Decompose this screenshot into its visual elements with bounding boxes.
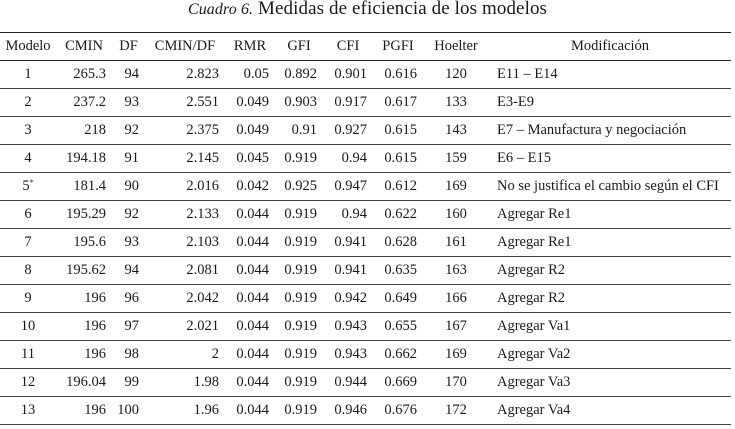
cell-df: 91 [112, 145, 145, 173]
cell-modelo [0, 285, 56, 313]
cell-pgfi: 0.616 [373, 61, 423, 89]
cell-cmin: 181.4 [56, 173, 112, 201]
cell-cmin: 265.3 [56, 61, 112, 89]
cell-modificacion: Agregar Va2 [489, 341, 731, 369]
cell-modificacion: E6 – E15 [489, 145, 731, 173]
cell-hoelter: 120 [423, 61, 489, 89]
cell-cmin: 196 [56, 313, 112, 341]
cell-cfi: 0.941 [323, 257, 373, 285]
cell-pgfi: 0.628 [373, 229, 423, 257]
cell-modelo [0, 89, 56, 117]
model-number: 12 [20, 374, 36, 390]
cell-rmr: 0.044 [225, 229, 275, 257]
cell-hoelter: 167 [423, 313, 489, 341]
col-header-df: DF [112, 33, 145, 61]
cell-modelo [0, 313, 56, 341]
cell-modificacion: Agregar Va4 [489, 397, 731, 425]
col-header-rmr: RMR [225, 33, 275, 61]
cell-cmin: 196 [56, 341, 112, 369]
cell-hoelter: 143 [423, 117, 489, 145]
model-number: 5 [22, 178, 30, 194]
cell-df: 92 [112, 117, 145, 145]
model-number: 8 [24, 262, 32, 278]
cell-rmr: 0.042 [225, 173, 275, 201]
cell-gfi: 0.919 [275, 397, 323, 425]
cell-df: 100 [112, 397, 145, 425]
cell-cfi: 0.917 [323, 89, 373, 117]
cell-rmr: 0.045 [225, 145, 275, 173]
cell-gfi: 0.925 [275, 173, 323, 201]
cell-modificacion: Agregar R2 [489, 257, 731, 285]
cell-modificacion: Agregar Va3 [489, 369, 731, 397]
cell-modelo [0, 201, 56, 229]
model-number: 6 [24, 206, 32, 222]
cell-cmin: 195.29 [56, 201, 112, 229]
cell-cmin: 194.18 [56, 145, 112, 173]
cell-rmr: 0.044 [225, 369, 275, 397]
table-row [0, 201, 731, 229]
cell-cmin: 195.6 [56, 229, 112, 257]
cell-hoelter: 160 [423, 201, 489, 229]
cell-cmin-df: 2.145 [145, 145, 225, 173]
cell-pgfi: 0.617 [373, 89, 423, 117]
cell-rmr: 0.044 [225, 397, 275, 425]
cell-gfi: 0.919 [275, 201, 323, 229]
cell-modificacion: Agregar Va1 [489, 313, 731, 341]
cell-modificacion: E3-E9 [489, 89, 731, 117]
cell-hoelter: 166 [423, 285, 489, 313]
cell-modelo [0, 61, 56, 89]
header-row [0, 33, 731, 61]
cell-pgfi: 0.622 [373, 201, 423, 229]
efficiency-table [0, 32, 731, 425]
cell-cfi: 0.941 [323, 229, 373, 257]
cell-pgfi: 0.669 [373, 369, 423, 397]
cell-modificacion: Agregar Re1 [489, 201, 731, 229]
table-row [0, 257, 731, 285]
cell-cfi: 0.94 [323, 145, 373, 173]
table-row [0, 61, 731, 89]
cell-df: 90 [112, 173, 145, 201]
caption-title: Medidas de eficiencia de los modelos [258, 0, 548, 19]
model-number: 13 [20, 402, 36, 418]
cell-cmin-df: 2.016 [145, 173, 225, 201]
cell-cmin: 195.62 [56, 257, 112, 285]
cell-modelo [0, 229, 56, 257]
cell-pgfi: 0.635 [373, 257, 423, 285]
cell-cmin-df: 1.98 [145, 369, 225, 397]
cell-modelo [0, 257, 56, 285]
cell-modelo [0, 117, 56, 145]
cell-cmin-df: 2.103 [145, 229, 225, 257]
model-number: 9 [24, 290, 32, 306]
cell-cfi: 0.947 [323, 173, 373, 201]
table-body [0, 61, 731, 425]
cell-cmin-df: 1.96 [145, 397, 225, 425]
cell-df: 93 [112, 229, 145, 257]
cell-gfi: 0.91 [275, 117, 323, 145]
table-row [0, 173, 731, 201]
cell-cmin: 218 [56, 117, 112, 145]
cell-hoelter: 161 [423, 229, 489, 257]
cell-hoelter: 169 [423, 341, 489, 369]
cell-cmin: 196 [56, 285, 112, 313]
model-number: 4 [24, 150, 32, 166]
cell-rmr: 0.049 [225, 89, 275, 117]
col-header-cmin: CMIN [56, 33, 112, 61]
model-number: 2 [24, 94, 32, 110]
cell-hoelter: 170 [423, 369, 489, 397]
cell-modificacion: Agregar Re1 [489, 229, 731, 257]
cell-cfi: 0.944 [323, 369, 373, 397]
cell-modelo [0, 173, 56, 201]
cell-gfi: 0.919 [275, 229, 323, 257]
cell-rmr: 0.05 [225, 61, 275, 89]
model-number: 3 [24, 122, 32, 138]
model-number: 1 [24, 66, 32, 82]
table-row [0, 229, 731, 257]
cell-cfi: 0.946 [323, 397, 373, 425]
cell-hoelter: 172 [423, 397, 489, 425]
cell-modificacion: No se justifica el cambio según el CFI [489, 173, 731, 201]
cell-cfi: 0.927 [323, 117, 373, 145]
col-header-modelo: Modelo [0, 33, 56, 61]
cell-cfi: 0.942 [323, 285, 373, 313]
col-header-hoelter: Hoelter [423, 33, 489, 61]
cell-gfi: 0.919 [275, 369, 323, 397]
cell-rmr: 0.044 [225, 341, 275, 369]
col-header-cmin-df: CMIN/DF [145, 33, 225, 61]
cell-cmin-df: 2.551 [145, 89, 225, 117]
cell-modelo [0, 369, 56, 397]
cell-cfi: 0.901 [323, 61, 373, 89]
cell-hoelter: 163 [423, 257, 489, 285]
cell-gfi: 0.919 [275, 257, 323, 285]
cell-gfi: 0.919 [275, 145, 323, 173]
cell-cmin: 196.04 [56, 369, 112, 397]
table-row [0, 145, 731, 173]
cell-cmin-df: 2.133 [145, 201, 225, 229]
cell-modificacion: Agregar R2 [489, 285, 731, 313]
cell-pgfi: 0.615 [373, 145, 423, 173]
cell-df: 94 [112, 61, 145, 89]
cell-df: 96 [112, 285, 145, 313]
cell-rmr: 0.044 [225, 313, 275, 341]
cell-modelo [0, 397, 56, 425]
table-row [0, 89, 731, 117]
cell-df: 97 [112, 313, 145, 341]
cell-modelo [0, 341, 56, 369]
cell-df: 98 [112, 341, 145, 369]
table-row [0, 313, 731, 341]
col-header-modificacion: Modificación [489, 33, 731, 61]
cell-cfi: 0.943 [323, 341, 373, 369]
cell-rmr: 0.049 [225, 117, 275, 145]
cell-hoelter: 133 [423, 89, 489, 117]
cell-df: 94 [112, 257, 145, 285]
col-header-cfi: CFI [323, 33, 373, 61]
cell-df: 92 [112, 201, 145, 229]
cell-rmr: 0.044 [225, 201, 275, 229]
cell-gfi: 0.919 [275, 285, 323, 313]
cell-rmr: 0.044 [225, 257, 275, 285]
cell-df: 93 [112, 89, 145, 117]
model-number: 7 [24, 234, 32, 250]
cell-cfi: 0.943 [323, 313, 373, 341]
col-header-gfi: GFI [275, 33, 323, 61]
cell-pgfi: 0.649 [373, 285, 423, 313]
cell-gfi: 0.919 [275, 313, 323, 341]
cell-hoelter: 169 [423, 173, 489, 201]
cell-pgfi: 0.615 [373, 117, 423, 145]
cell-pgfi: 0.655 [373, 313, 423, 341]
table-row [0, 117, 731, 145]
cell-pgfi: 0.612 [373, 173, 423, 201]
table-row [0, 341, 731, 369]
cell-cmin-df: 2.042 [145, 285, 225, 313]
model-number: 10 [20, 318, 36, 334]
cell-cmin-df: 2.375 [145, 117, 225, 145]
cell-modificacion: E7 – Manufactura y negociación [489, 117, 731, 145]
cell-df: 99 [112, 369, 145, 397]
cell-cmin-df: 2.021 [145, 313, 225, 341]
model-number: 11 [21, 346, 35, 362]
cell-modificacion: E11 – E14 [489, 61, 731, 89]
table-caption [0, 0, 735, 26]
cell-rmr: 0.044 [225, 285, 275, 313]
table-row [0, 285, 731, 313]
cell-cmin: 237.2 [56, 89, 112, 117]
cell-modelo [0, 145, 56, 173]
cell-pgfi: 0.662 [373, 341, 423, 369]
caption-label: Cuadro 6. [187, 1, 254, 18]
col-header-pgfi: PGFI [373, 33, 423, 61]
cell-cmin-df: 2.081 [145, 257, 225, 285]
cell-gfi: 0.903 [275, 89, 323, 117]
table-row [0, 397, 731, 425]
cell-cmin-df: 2.823 [145, 61, 225, 89]
cell-cmin-df: 2 [145, 341, 225, 369]
cell-hoelter: 159 [423, 145, 489, 173]
cell-gfi: 0.919 [275, 341, 323, 369]
footnote-mark: * [29, 178, 34, 187]
table-row [0, 369, 731, 397]
cell-pgfi: 0.676 [373, 397, 423, 425]
cell-gfi: 0.892 [275, 61, 323, 89]
cell-cmin: 196 [56, 397, 112, 425]
cell-cfi: 0.94 [323, 201, 373, 229]
